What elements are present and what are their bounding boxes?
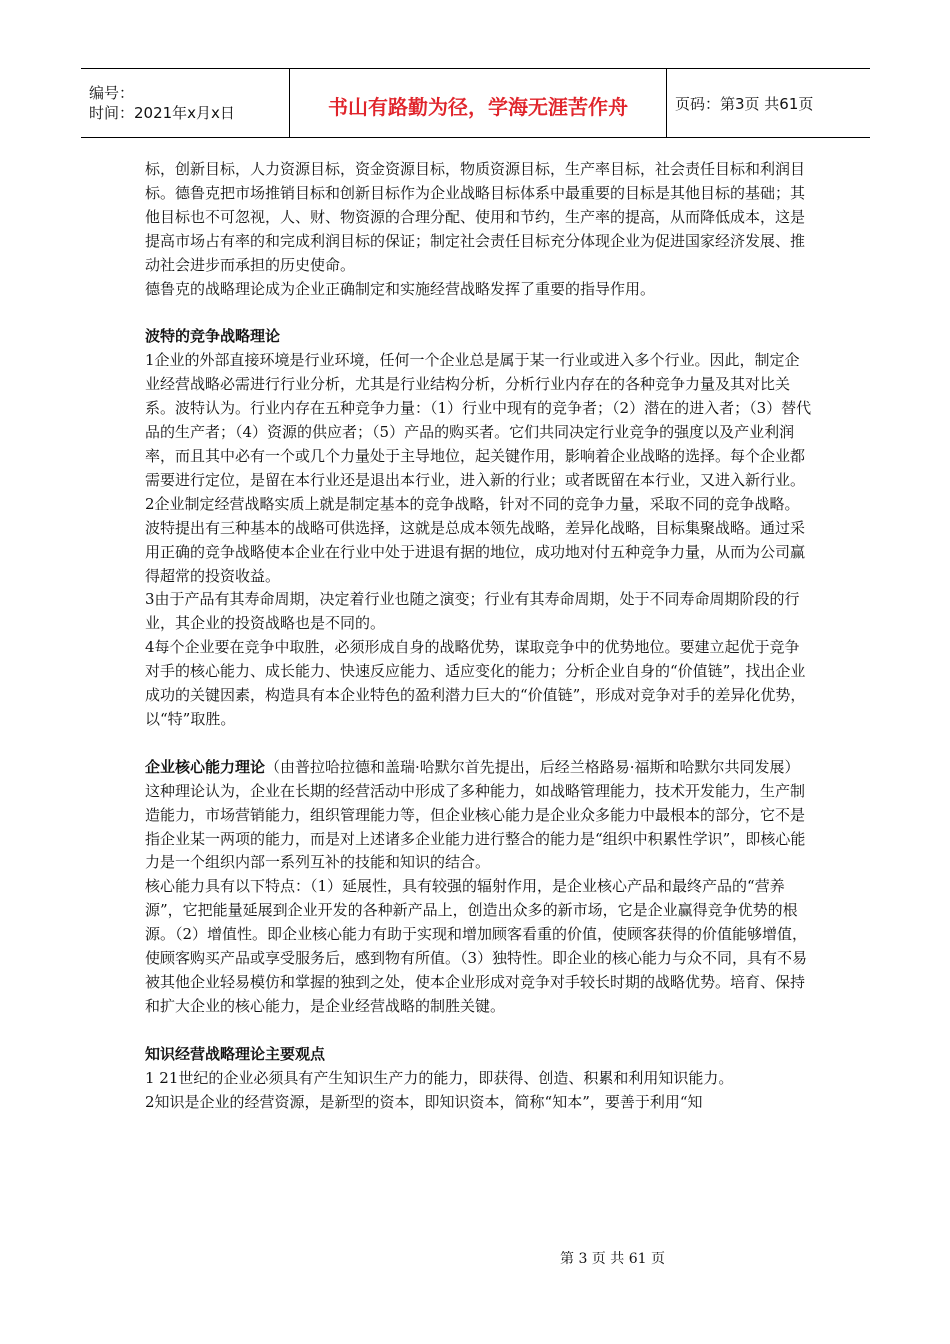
paragraph: 标，创新目标，人力资源目标，资金资源目标，物质资源目标，生产率目标，社会责任目标和利润目标。德鲁克把市场推销目标和创新目标作为企业战略目标体系中最重要的目标是其他目标的基础；其他目标也不可忽视，人、财、物资源的合理分配、使用和节约，生产率的提高，从而降低成本，这是提高市场占有率的和完成利润目标的保证；制定社会责任目标充分体现企业为促进国家经济发展、推动社会进步而承担的历史使命。 (145, 160, 806, 274)
heading-note: （由普拉哈拉德和盖瑞·哈默尔首先提出，后经兰格路易·福斯和哈默尔共同发展） (265, 757, 800, 776)
paragraph: 2企业制定经营战略实质上就是制定基本的竞争战略，针对不同的竞争力量，采取不同的竞争战略。波特提出有三种基本的战略可供选择，这就是总成本领先战略，差异化战略，目标集聚战略。通过采用正确的竞争战略使本企业在行业中处于进退有据的地位，成功地对付五种竞争力量，从而为公司赢得超常的投资收益。 (145, 494, 806, 585)
page-label: 页码：第3页 共61页 (675, 94, 814, 113)
paragraph: 1企业的外部直接环境是行业环境，任何一个企业总是属于某一行业或进入多个行业。因此，制定企业经营战略必需进行行业分析，尤其是行业结构分析，分析行业内存在的各种竞争力量及其对比关系。波特认为。行业内存在五种竞争力量：（1）行业中现有的竞争者；（2）潜在的进入者；（3）替代品的生产者；（4）资源的供应者；（5）产品的购买者。它们共同决定行业竞争的强度以及产业利润率，而且其中必有一个或几个力量处于主导地位，起关键作用，影响着企业战略的选择。每个企业都需要进行定位，是留在本行业还是退出本行业，进入新的行业；或者既留在本行业，又进入新行业。 (145, 351, 812, 489)
paragraph: 德鲁克的战略理论成为企业正确制定和实施经营战略发挥了重要的指导作用。 (145, 279, 656, 298)
paragraph: 4每个企业要在竞争中取胜，必须形成自身的战略优势，谋取竞争中的优势地位。要建立起优于竞争对手的核心能力、成长能力、快速反应能力、适应变化的能力；分析企业自身的“价值链”，找出企业成功的关键因素，构造具有本企业特色的盈利潜力巨大的“价值链”，形成对竞争对手的差异化优势，以“特”取胜。 (145, 638, 806, 728)
number-label: 编号： (89, 84, 135, 102)
section-heading-core-competence (145, 756, 813, 780)
date-label: 时间：2021年x月x日 (89, 104, 235, 122)
header-meta (81, 69, 290, 137)
page-header (81, 68, 870, 138)
slogan: 书山有路勤为径，学海无涯苦作舟 (328, 94, 628, 119)
paragraph: 1 21世纪的企业必须具有产生知识生产力的能力，即获得、创造、积累和利用知识能力。 (145, 1068, 734, 1087)
section-heading-porter: 波特的竞争战略理论 (145, 327, 281, 346)
document-body (145, 158, 813, 1115)
paragraph: 3由于产品有其寿命周期，决定着行业也随之演变；行业有其寿命周期，处于不同寿命周期阶段的行业，其企业的投资战略也是不同的。 (145, 590, 800, 633)
paragraph: 核心能力具有以下特点：（1）延展性，具有较强的辐射作用，是企业核心产品和最终产品的“营养源”，它把能量延展到企业开发的各种新产品上，创造出众多的新市场，它是企业赢得竞争优势的根源。（2）增值性。即企业核心能力有助于实现和增加顾客看重的价值，使顾客获得的价值能够增值，使顾客购买产品或享受服务后，感到物有所值。（3）独特性。即企业的核心能力与众不同，具有不易被其他企业轻易模仿和掌握的独到之处，使本企业形成对竞争对手较长时期的战略优势。培育、保持和扩大企业的核心能力，是企业经营战略的制胜关键。 (145, 877, 808, 1015)
header-page-cell (667, 69, 870, 137)
section-heading-knowledge: 知识经营战略理论主要观点 (145, 1044, 326, 1063)
paragraph: 这种理论认为，企业在长期的经营活动中形成了多种能力，如战略管理能力，技术开发能力，生产制造能力，市场营销能力，组织管理能力等，但企业核心能力是企业众多能力中最根本的部分，它不是指企业某一两项的能力，而是对上述诸多企业能力进行整合的能力是“组织中积累性学识”，即核心能力是一个组织内部一系列互补的技能和知识的结合。 (145, 781, 806, 872)
paragraph: 2知识是企业的经营资源，是新型的资本，即知识资本，简称“知本”，要善于利用“知 (145, 1092, 703, 1111)
page-footer: 第 3 页 共 61 页 (560, 1251, 665, 1267)
header-slogan-cell (290, 69, 667, 137)
heading-text: 企业核心能力理论 (145, 757, 266, 776)
